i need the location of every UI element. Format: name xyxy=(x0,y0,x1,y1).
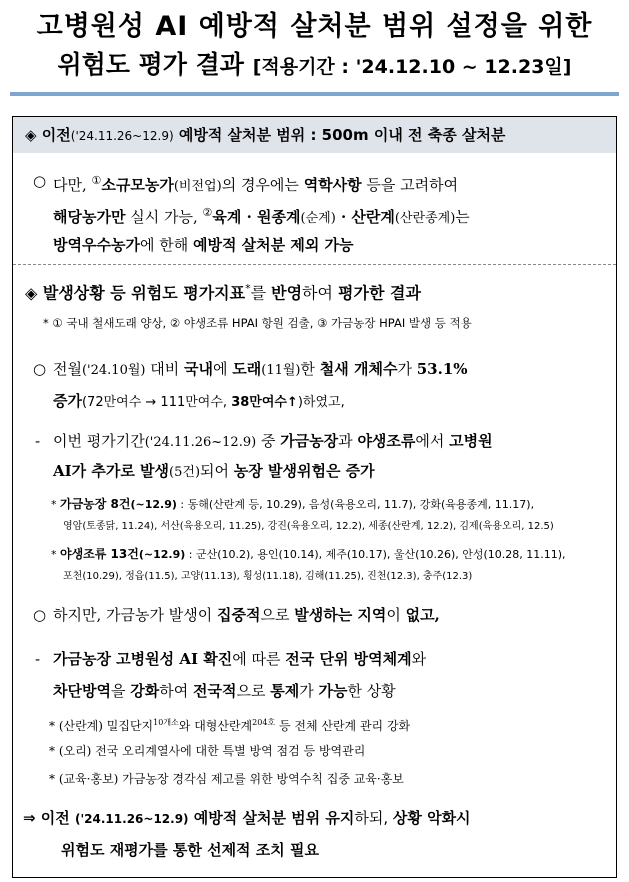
measure-note2: * (오리) 전국 오리계열사에 대한 특별 방역 점검 등 방역관리 xyxy=(49,744,366,758)
measure-note3: * (교육·홍보) 가금농장 경각심 제고를 위한 방역수칙 집중 교육·홍보 xyxy=(49,772,404,786)
section1-header: ◈ 이전('24.11.26~12.9) 예방적 살처분 범위 : 500m 이내 전 축종 살처분 xyxy=(13,117,616,153)
farm-outbreaks: * 가금농장 8건(~12.9) : 동해(산란계 등, 10.29), 음성(육용오리, 11.7), 강화(육용종계, 11.17), 영암(토종닭, 11.24), 서산(육용오리, 11.25), 강진(육용오리, 12.2), 세종(산란계, 12.2), 김제(육용오리, 12.5) xyxy=(51,497,554,532)
outbreak-line1: - 이번 평가기간('24.11.26~12.9) 중 가금농장과 야생조류에서 고병원 xyxy=(13,425,616,459)
circle-bullet-icon: ○ xyxy=(33,172,47,190)
double-arrow-icon: ⇒ xyxy=(23,809,36,827)
section1-line1: ○ 다만, ①소규모농가(비전업)의 경우에는 역학사항 등을 고려하여 xyxy=(13,165,616,203)
circle-bullet-icon: ○ xyxy=(33,606,47,624)
control-line2: 차단방역을 강화하여 전국적으로 통제가 가능한 상황 xyxy=(53,682,396,700)
circle-bullet-icon: ○ xyxy=(33,360,47,378)
diamond-icon: ◈ xyxy=(25,283,38,303)
title-period: [적용기간 : '24.12.10 ~ 12.23일] xyxy=(252,56,572,78)
title-block xyxy=(0,8,629,86)
content-box xyxy=(12,116,617,878)
control-line1: - 가금농장 고병원성 AI 확진에 따른 전국 단위 방역체계와 xyxy=(13,643,616,675)
dash-bullet: - xyxy=(35,650,41,668)
wild-bird-outbreaks: * 야생조류 13건(~12.9) : 군산(10.2), 용인(10.14), 제주(10.17), 울산(10.26), 안성(10.28, 11.11), 포천(10.29), 정읍(11.5), 고양(11.13), 횡성(11.18), 김해(11.25), 진천(12.3), 충주(12.3) xyxy=(51,547,566,582)
outbreak-line2: AI가 추가로 발생(5건)되어 농장 발생위험은 증가 xyxy=(53,462,375,480)
measure-note1: * (산란계) 밀집단지$^{10개소}$와 대형산란계$^{204호}$ 등 전체 산란계 관리 강화 xyxy=(49,718,411,733)
section-previous xyxy=(13,117,616,265)
conclusion-line1: ⇒ 이전 ('24.11.26~12.9) 예방적 살처분 범위 유지하되, 상황 악화시 xyxy=(23,809,471,827)
section2-footnote: * ① 국내 철새도래 양상, ② 야생조류 HPAI 항원 검출, ③ 가금농장 HPAI 발생 등 적용 xyxy=(43,316,472,330)
section2-header: ◈ 발생상황 등 위험도 평가지표*를 반영하여 평가한 결과 xyxy=(25,282,421,303)
title-line1: 고병원성 AI 예방적 살처분 범위 설정을 위한 xyxy=(36,11,593,42)
concentration-line: ○ 하지만, 가금농가 발생이 집중적으로 발생하는 지역이 없고, xyxy=(13,599,616,631)
conclusion-line2: 위험도 재평가를 통한 선제적 조치 필요 xyxy=(61,841,319,859)
dash-bullet: - xyxy=(35,432,41,450)
title-line2 xyxy=(0,46,629,86)
bird-line2: 증가(72만여수 → 111만여수, 38만여수↑)하였고, xyxy=(53,392,345,410)
section1-line2: 해당농가만 실시 가능, ②육계 · 원종계(순계) · 산란계(산란종계)는 xyxy=(53,206,470,226)
title-main: 위험도 평가 결과 xyxy=(57,50,244,79)
title-rule xyxy=(10,92,619,96)
bird-line1: ○ 전월('24.10월) 대비 국내에 도래(11월)한 철새 개체수가 53.1% xyxy=(13,353,616,387)
section1-line3: 방역우수농가에 한해 예방적 살처분 제외 가능 xyxy=(53,236,354,254)
diamond-icon: ◈ xyxy=(25,126,37,144)
